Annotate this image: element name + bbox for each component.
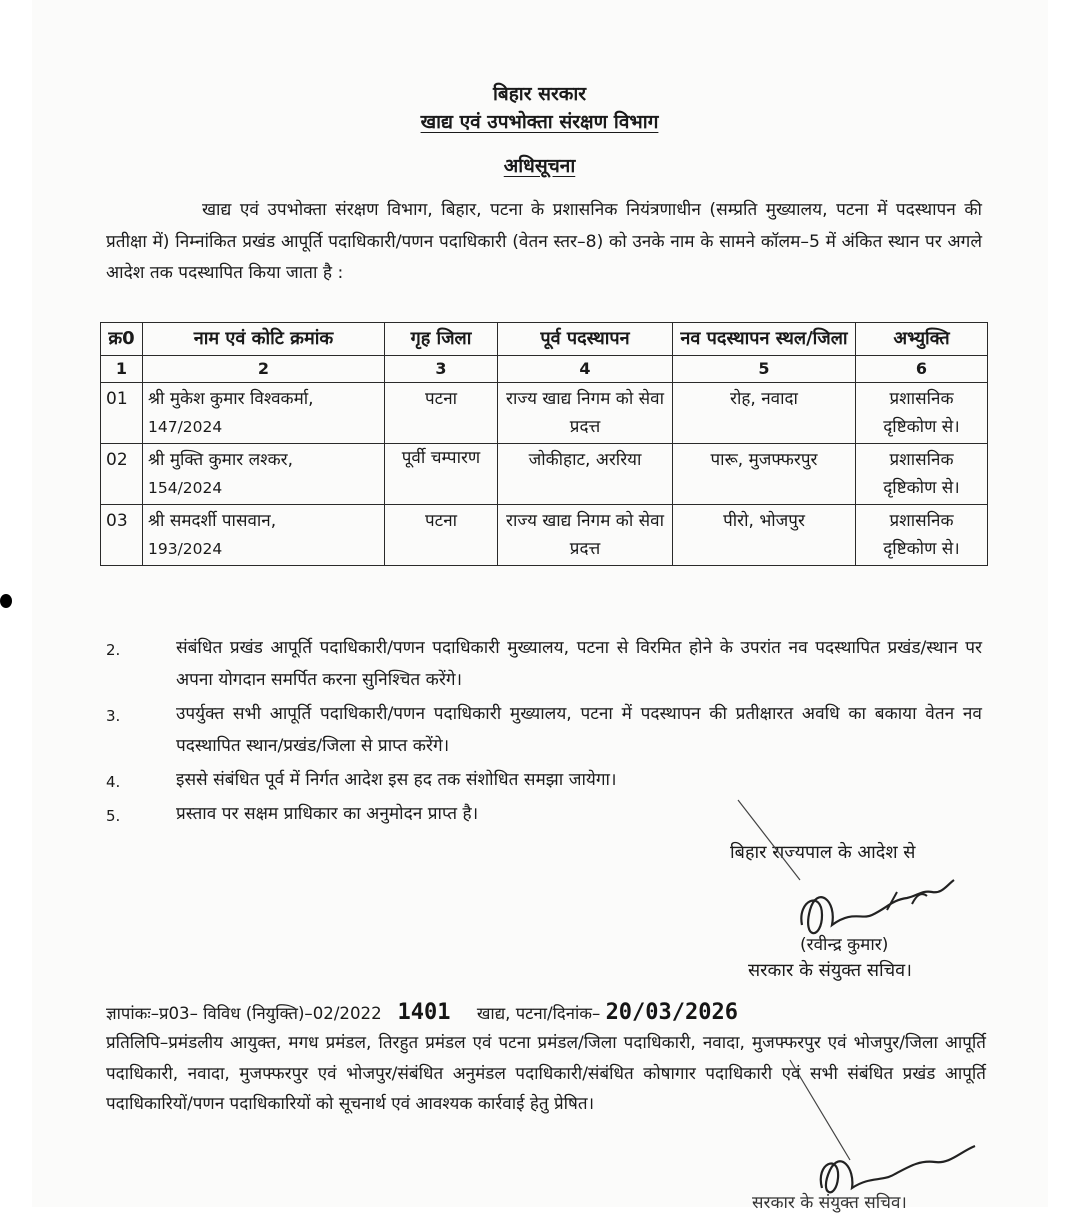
notification-heading	[0, 152, 1079, 178]
department-heading	[0, 108, 1079, 134]
memo-text: ज्ञापांकः–प्र03– विविध (नियुक्ति)–02/2022	[106, 1004, 382, 1023]
officer-code: 147/2024	[148, 418, 223, 436]
new-posting-cell: पारू, मुजफ्फरपुर	[673, 444, 856, 505]
remark-cell: प्रशासनिक दृष्टिकोण से।	[856, 505, 988, 566]
memo-number: 1401	[397, 1000, 451, 1025]
col-header: नाम एवं कोटि क्रमांक	[143, 323, 385, 356]
table-row	[101, 505, 988, 566]
col-number: 5	[673, 356, 856, 383]
item-text: इससे संबंधित पूर्व में निर्गत आदेश इस हद तक संशोधित समझा जायेगा।	[176, 770, 617, 790]
item-text: प्रस्ताव पर सक्षम प्राधिकार का अनुमोदन प्राप्त है।	[176, 804, 479, 824]
item-number: 3.	[106, 707, 121, 725]
list-item	[106, 632, 982, 696]
item-text: उपर्युक्त सभी आपूर्ति पदाधिकारी/पणन पदाधिकारी मुख्यालय, पटना में पदस्थापन की प्रतीक्षारत अवधि का बकाया वेतन नव पदस्थापित स्थान/प्रखंड/जिला से प्राप्त करेंगे।	[176, 704, 982, 756]
copy-to-paragraph: प्रतिलिपि–प्रमंडलीय आयुक्त, मगध प्रमंडल, तिरहुत प्रमंडल एवं पटना प्रमंडल/जिला पदाधिकारी, नवादा, मुजफ्फरपुर एवं भोजपुर/जिला आपूर्ति पदाधिकारी, नवादा, मुजफ्फरपुर एवं भोजपुर/संबंधित अनुमंडल पदाधिकारी/संबंधित कोषागार पदाधिकारी एवं सभी संबंधित प्रखंड आपूर्ति पदाधिकारियों/पणन पदाधिकारियों को सूचनार्थ एवं आवश्यक कार्रवाई हेतु प्रेषित।	[106, 1033, 986, 1114]
govt-heading: बिहार सरकार	[492, 83, 587, 105]
name-cell	[143, 505, 385, 566]
table-row	[101, 444, 988, 505]
home-district-cell: पटना	[385, 383, 498, 444]
signatory-name: (रवीन्द्र कुमार)	[800, 935, 889, 955]
item-text: संबंधित प्रखंड आपूर्ति पदाधिकारी/पणन पदाधिकारी मुख्यालय, पटना से विरमित होने के उपरांत नव पदस्थापित प्रखंड/स्थान पर अपना योगदान समर्पित करना सुनिश्चित करेंगे।	[176, 638, 982, 690]
col-header: गृह जिला	[385, 323, 498, 356]
serial-cell: 01	[101, 383, 143, 444]
place-date-label: खाद्य, पटना/दिनांक–	[476, 1004, 601, 1023]
bullet-dot	[0, 594, 12, 608]
officer-code: 154/2024	[148, 479, 223, 497]
col-header: नव पदस्थापन स्थल/जिला	[673, 323, 856, 356]
signatory-designation: सरकार के संयुक्त सचिव।	[748, 960, 912, 981]
col-header: क्र0	[101, 323, 143, 356]
officer-name: श्री मुक्ति कुमार लश्कर,	[148, 450, 294, 470]
item-number: 4.	[106, 773, 121, 791]
list-item	[106, 798, 982, 830]
home-district-cell: पूर्वी चम्पारण	[385, 444, 498, 505]
name-cell	[143, 444, 385, 505]
column-number-row	[101, 356, 988, 383]
item-number: 5.	[106, 807, 121, 825]
posting-table	[100, 322, 988, 566]
intro-paragraph: खाद्य एवं उपभोक्ता संरक्षण विभाग, बिहार, पटना के प्रशासनिक नियंत्रणाधीन (सम्प्रति मुख्यालय, पटना में पदस्थापन की प्रतीक्षा में) निम्नांकित प्रखंड आपूर्ति पदाधिकारी/पणन पदाधिकारी (वेतन स्तर–8) को उनके नाम के सामने कॉलम–5 में अंकित स्थान पर अगले आदेश तक पदस्थापित किया जाता है :	[106, 200, 982, 283]
department-name: खाद्य एवं उपभोक्ता संरक्षण विभाग	[420, 111, 659, 133]
doc-type: अधिसूचना	[503, 155, 576, 177]
instruction-list	[106, 632, 982, 832]
document-page	[32, 0, 1048, 1207]
home-district-cell: पटना	[385, 505, 498, 566]
col-number: 3	[385, 356, 498, 383]
name-cell	[143, 383, 385, 444]
previous-posting-cell: राज्य खाद्य निगम को सेवा प्रदत्त	[498, 383, 673, 444]
col-number: 2	[143, 356, 385, 383]
remark-cell: प्रशासनिक दृष्टिकोण से।	[856, 383, 988, 444]
footer-designation: सरकार के संयुक्त सचिव।	[752, 1193, 907, 1213]
col-header: अभ्युक्ति	[856, 323, 988, 356]
list-item	[106, 698, 982, 762]
officer-name: श्री समदर्शी पासवान,	[148, 511, 277, 531]
previous-posting-cell: जोकीहाट, अररिया	[498, 444, 673, 505]
officer-code: 193/2024	[148, 540, 223, 558]
by-order-line: बिहार राज्यपाल के आदेश से	[730, 842, 916, 863]
col-header: पूर्व पदस्थापन	[498, 323, 673, 356]
item-number: 2.	[106, 641, 121, 659]
remark-cell: प्रशासनिक दृष्टिकोण से।	[856, 444, 988, 505]
table-header-row	[101, 323, 988, 356]
col-number: 1	[101, 356, 143, 383]
officer-name: श्री मुकेश कुमार विश्वकर्मा,	[148, 389, 314, 409]
col-number: 6	[856, 356, 988, 383]
memo-reference	[106, 1000, 986, 1025]
new-posting-cell: पीरो, भोजपुर	[673, 505, 856, 566]
col-number: 4	[498, 356, 673, 383]
serial-cell: 03	[101, 505, 143, 566]
list-item	[106, 764, 982, 796]
memo-date: 20/03/2026	[605, 1000, 739, 1025]
new-posting-cell: रोह, नवादा	[673, 383, 856, 444]
serial-cell: 02	[101, 444, 143, 505]
previous-posting-cell: राज्य खाद्य निगम को सेवा प्रदत्त	[498, 505, 673, 566]
table-row	[101, 383, 988, 444]
